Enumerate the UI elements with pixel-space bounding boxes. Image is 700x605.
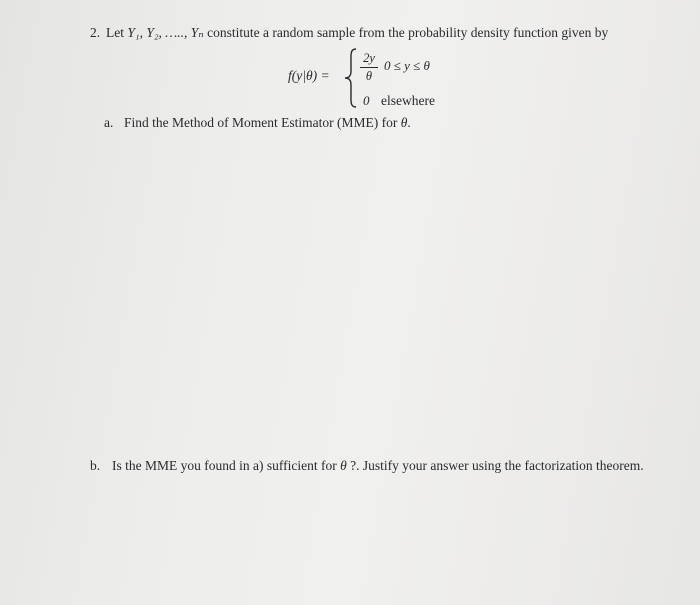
pdf-fraction [360, 52, 378, 82]
fraction-numerator: 2y [363, 51, 375, 65]
part-b-text-main: Is the MME you found in a) sufficient for [112, 458, 341, 473]
part-b-text [112, 458, 644, 474]
part-a-period: . [407, 115, 411, 130]
part-a-text [124, 115, 411, 131]
stem-suffix: constitute a random sample from the probability density function given by [203, 25, 609, 40]
fraction-denominator: θ [365, 68, 373, 83]
part-b-theta: θ [340, 458, 347, 473]
stem-prefix: Let [106, 25, 128, 40]
part-b-text-end: ?. Justify your answer using the factorization theorem. [346, 458, 644, 473]
case2-condition: elsewhere [381, 93, 435, 108]
part-a-label: a. [104, 115, 114, 130]
question-stem [106, 25, 608, 41]
case1-condition: 0 ≤ y ≤ θ [384, 58, 430, 73]
fraction-bar [360, 67, 378, 68]
pdf-lhs: f(y|θ) = [288, 68, 330, 83]
part-a-theta: θ [400, 115, 408, 130]
part-b-label: b. [90, 458, 101, 473]
left-brace-icon [343, 47, 359, 109]
case2-value: 0 [363, 93, 370, 108]
question-number: 2. [90, 25, 101, 40]
sample-variables: Y₁, Y₂, ….., Yₙ [127, 25, 204, 40]
part-a-text-main: Find the Method of Moment Estimator (MME) for [124, 115, 401, 130]
